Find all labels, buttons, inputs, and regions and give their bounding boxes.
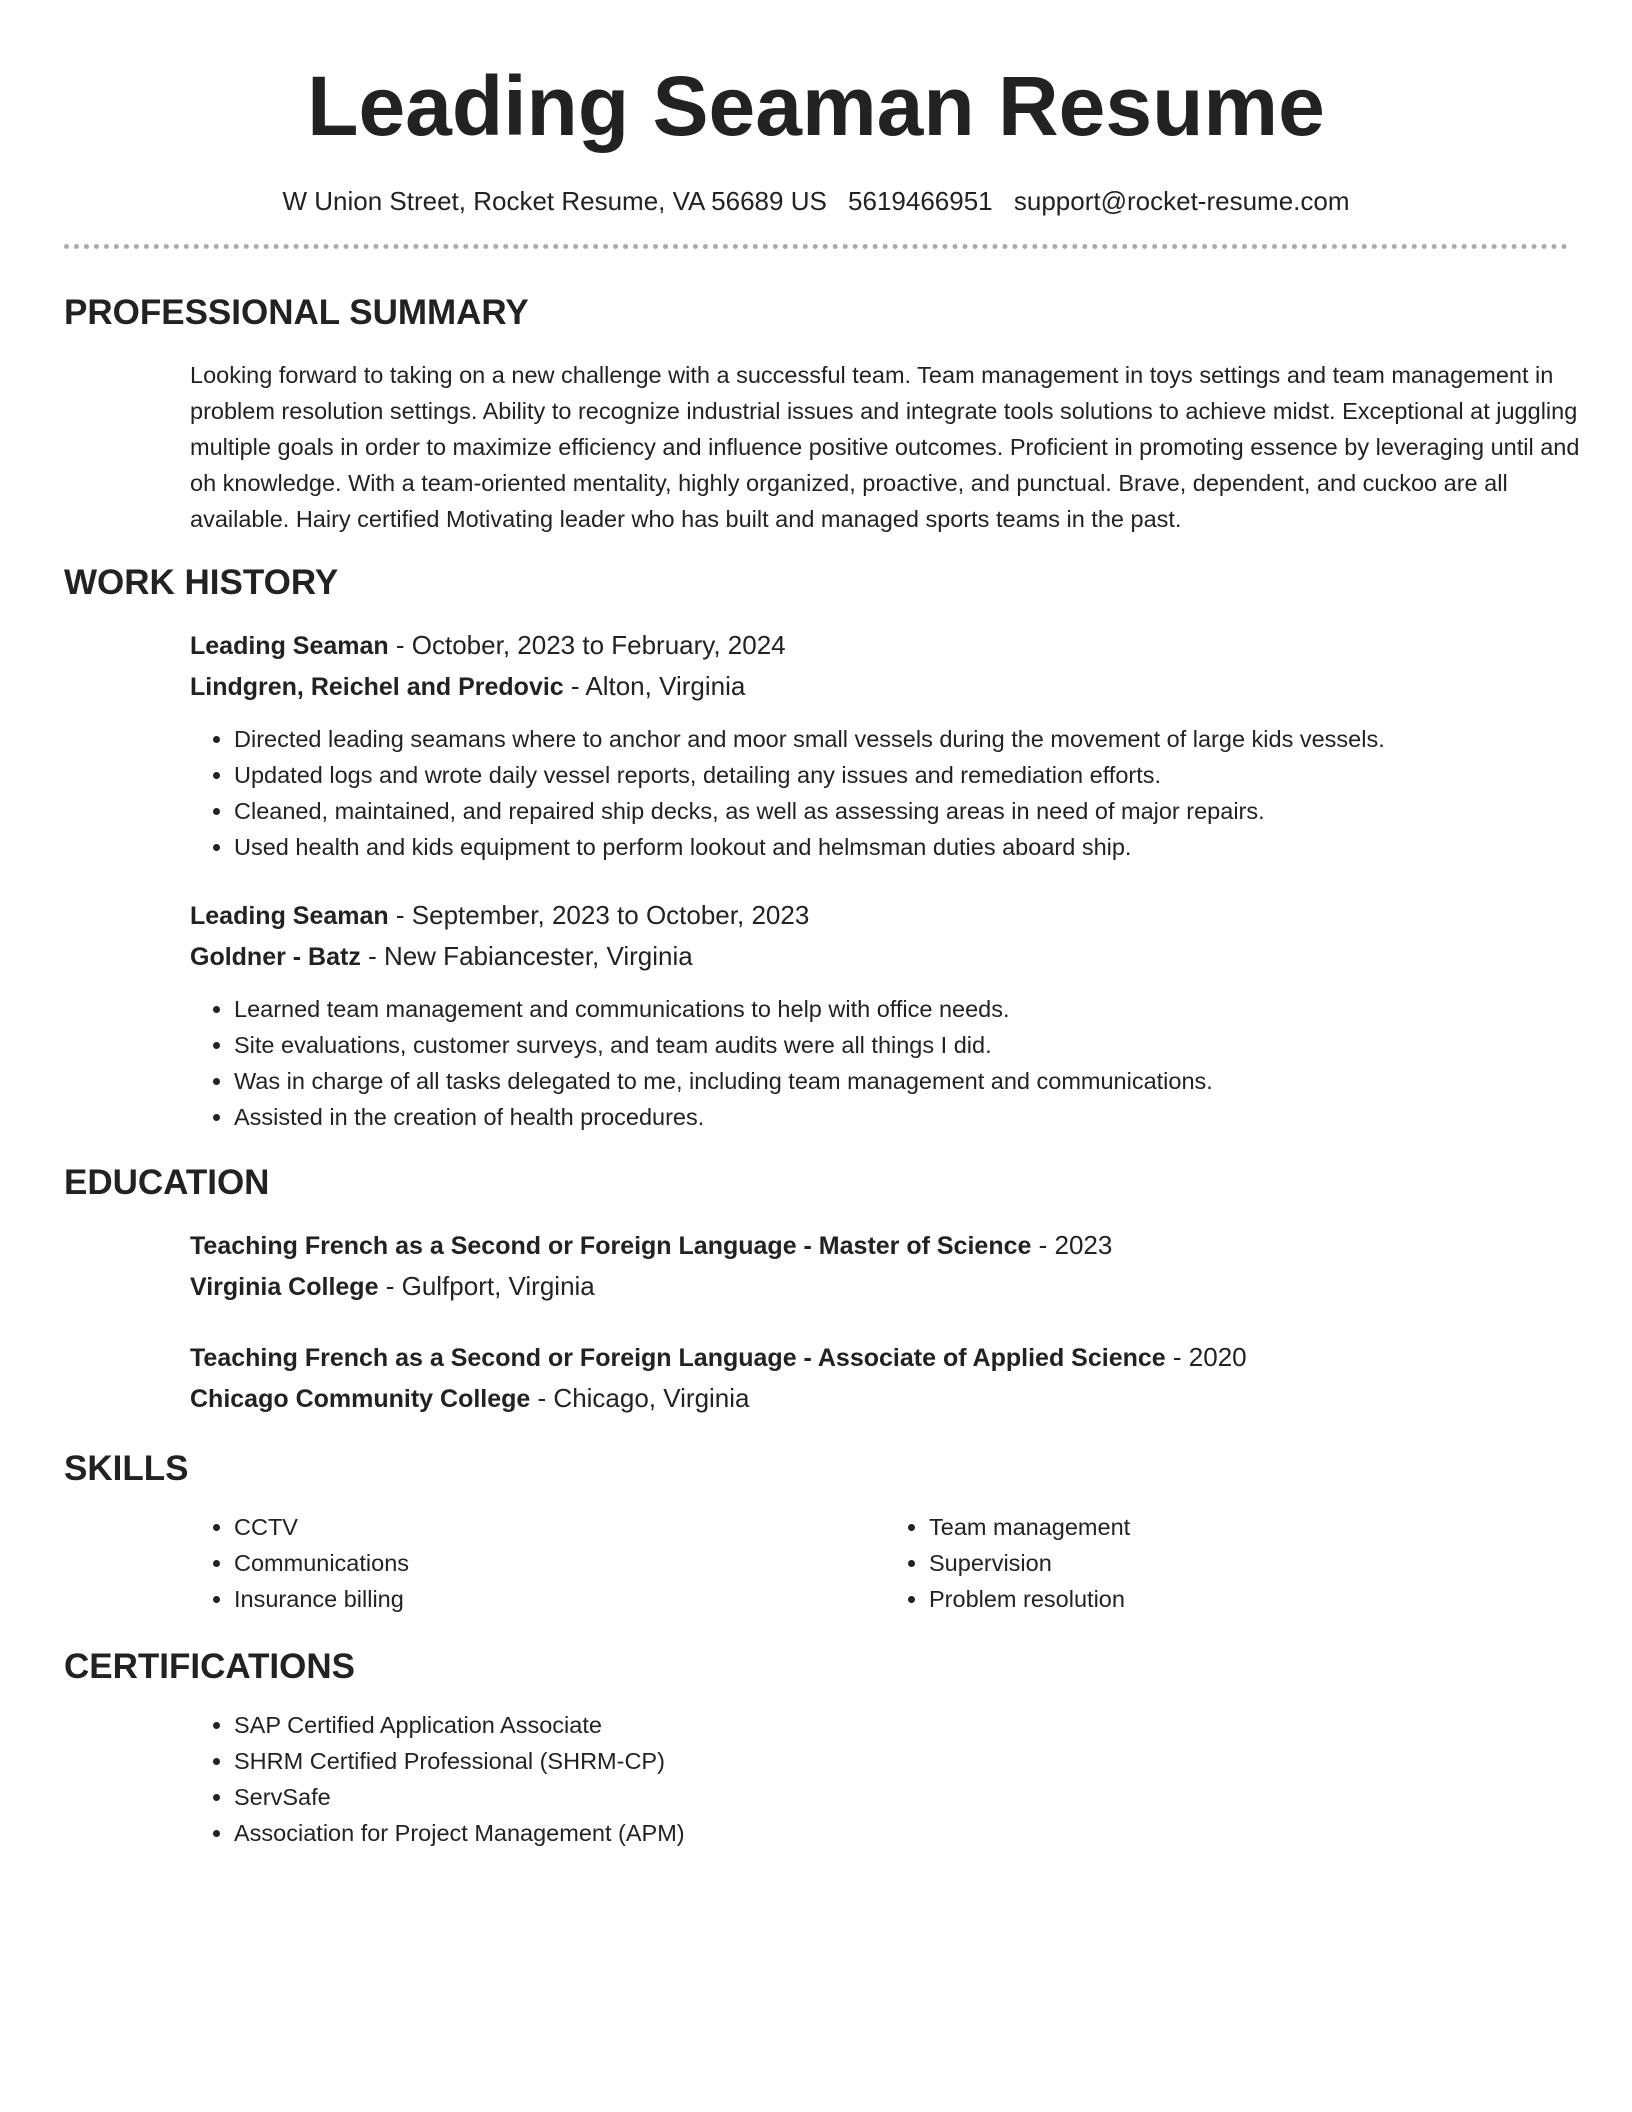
resume-title: Leading Seaman Resume	[307, 59, 1325, 153]
list-item: • Association for Project Management (APM)	[234, 1815, 1568, 1851]
list-item: • CCTV	[234, 1509, 885, 1545]
contact-email: support@rocket-resume.com	[1013, 186, 1350, 216]
list-item: • Problem resolution	[929, 1581, 1580, 1617]
list-item: • Supervision	[929, 1545, 1580, 1581]
job-duties-list	[190, 721, 1568, 865]
contact-line	[64, 186, 1568, 216]
list-item: • Used health and kids equipment to perform lookout and helmsman duties aboard ship.	[234, 829, 1568, 865]
skills-heading: SKILLS	[64, 1449, 189, 1488]
certifications-section	[64, 1647, 1568, 1851]
degree-line	[190, 1337, 1568, 1378]
school-line	[190, 1378, 1568, 1419]
list-item: • Assisted in the creation of health procedures.	[234, 1099, 1568, 1135]
contact-phone: 5619466951	[848, 186, 993, 216]
job-title-line	[190, 895, 1568, 936]
degree-year: - 2020	[1165, 1342, 1247, 1372]
job-company-line	[190, 936, 1568, 977]
job-title: Leading Seaman	[190, 632, 389, 660]
summary-heading: PROFESSIONAL SUMMARY	[64, 293, 529, 332]
job-title: Leading Seaman	[190, 902, 389, 930]
school-name: Virginia College	[190, 1273, 379, 1301]
education-section	[64, 1163, 1568, 1419]
job-company: Lindgren, Reichel and Predovic	[190, 673, 564, 701]
job-company-line	[190, 666, 1568, 707]
education-entry	[190, 1225, 1568, 1307]
skills-grid	[190, 1489, 1580, 1617]
job-location: - Alton, Virginia	[563, 671, 746, 701]
school-name: Chicago Community College	[190, 1385, 531, 1413]
education-heading: EDUCATION	[64, 1163, 270, 1202]
summary-section	[64, 293, 1580, 537]
work-section	[64, 563, 1568, 1135]
list-item: • Team management	[929, 1509, 1580, 1545]
list-item: • SAP Certified Application Associate	[234, 1707, 1568, 1743]
education-entry	[190, 1337, 1568, 1419]
header-divider	[64, 244, 1568, 249]
school-location: - Chicago, Virginia	[530, 1383, 750, 1413]
list-item: • Directed leading seamans where to anchor and moor small vessels during the movement of large kids vessels.	[234, 721, 1568, 757]
degree-year: - 2023	[1031, 1230, 1113, 1260]
job-dates: - September, 2023 to October, 2023	[388, 900, 810, 930]
list-item: • Cleaned, maintained, and repaired ship decks, as well as assessing areas in need of major repairs.	[234, 793, 1568, 829]
school-line	[190, 1266, 1568, 1307]
degree-line	[190, 1225, 1568, 1266]
resume-page	[64, 0, 1580, 1851]
degree-name: Teaching French as a Second or Foreign Language - Master of Science	[190, 1232, 1032, 1260]
job-company: Goldner - Batz	[190, 943, 361, 971]
list-item: • Site evaluations, customer surveys, and team audits were all things I did.	[234, 1027, 1568, 1063]
job-duties-list	[190, 991, 1568, 1135]
skills-section	[64, 1449, 1568, 1617]
list-item: • Was in charge of all tasks delegated to me, including team management and communications.	[234, 1063, 1568, 1099]
job-title-line	[190, 625, 1568, 666]
job-dates: - October, 2023 to February, 2024	[388, 630, 786, 660]
work-heading: WORK HISTORY	[64, 563, 339, 602]
list-item: • Communications	[234, 1545, 885, 1581]
job-location: - New Fabiancester, Virginia	[360, 941, 693, 971]
job-entry	[190, 625, 1568, 865]
list-item: • ServSafe	[234, 1779, 1568, 1815]
list-item: • SHRM Certified Professional (SHRM-CP)	[234, 1743, 1568, 1779]
contact-address: W Union Street, Rocket Resume, VA 56689 US	[282, 186, 827, 216]
certifications-heading: CERTIFICATIONS	[64, 1647, 356, 1686]
skills-list-right	[885, 1509, 1580, 1617]
job-entry	[190, 895, 1568, 1135]
certifications-list	[190, 1707, 1568, 1851]
list-item: • Learned team management and communications to help with office needs.	[234, 991, 1568, 1027]
list-item: • Insurance billing	[234, 1581, 885, 1617]
degree-name: Teaching French as a Second or Foreign Language - Associate of Applied Science	[190, 1344, 1166, 1372]
school-location: - Gulfport, Virginia	[378, 1271, 595, 1301]
list-item: • Updated logs and wrote daily vessel reports, detailing any issues and remediation efforts.	[234, 757, 1568, 793]
summary-text: Looking forward to taking on a new challenge with a successful team. Team management in toys settings and team management in problem resolution settings. Ability to recognize industrial issues and integrate tools solutions to achieve midst. Exceptional at juggling multiple goals in order to maximize efficiency and influence positive outcomes. Proficient in promoting essence by leveraging until and oh knowledge. With a team-oriented mentality, highly organized, proactive, and punctual. Brave, dependent, and cuckoo are all available. Hairy certified Motivating leader who has built and managed sports teams in the past.	[190, 362, 1580, 532]
skills-list-left	[190, 1509, 885, 1617]
